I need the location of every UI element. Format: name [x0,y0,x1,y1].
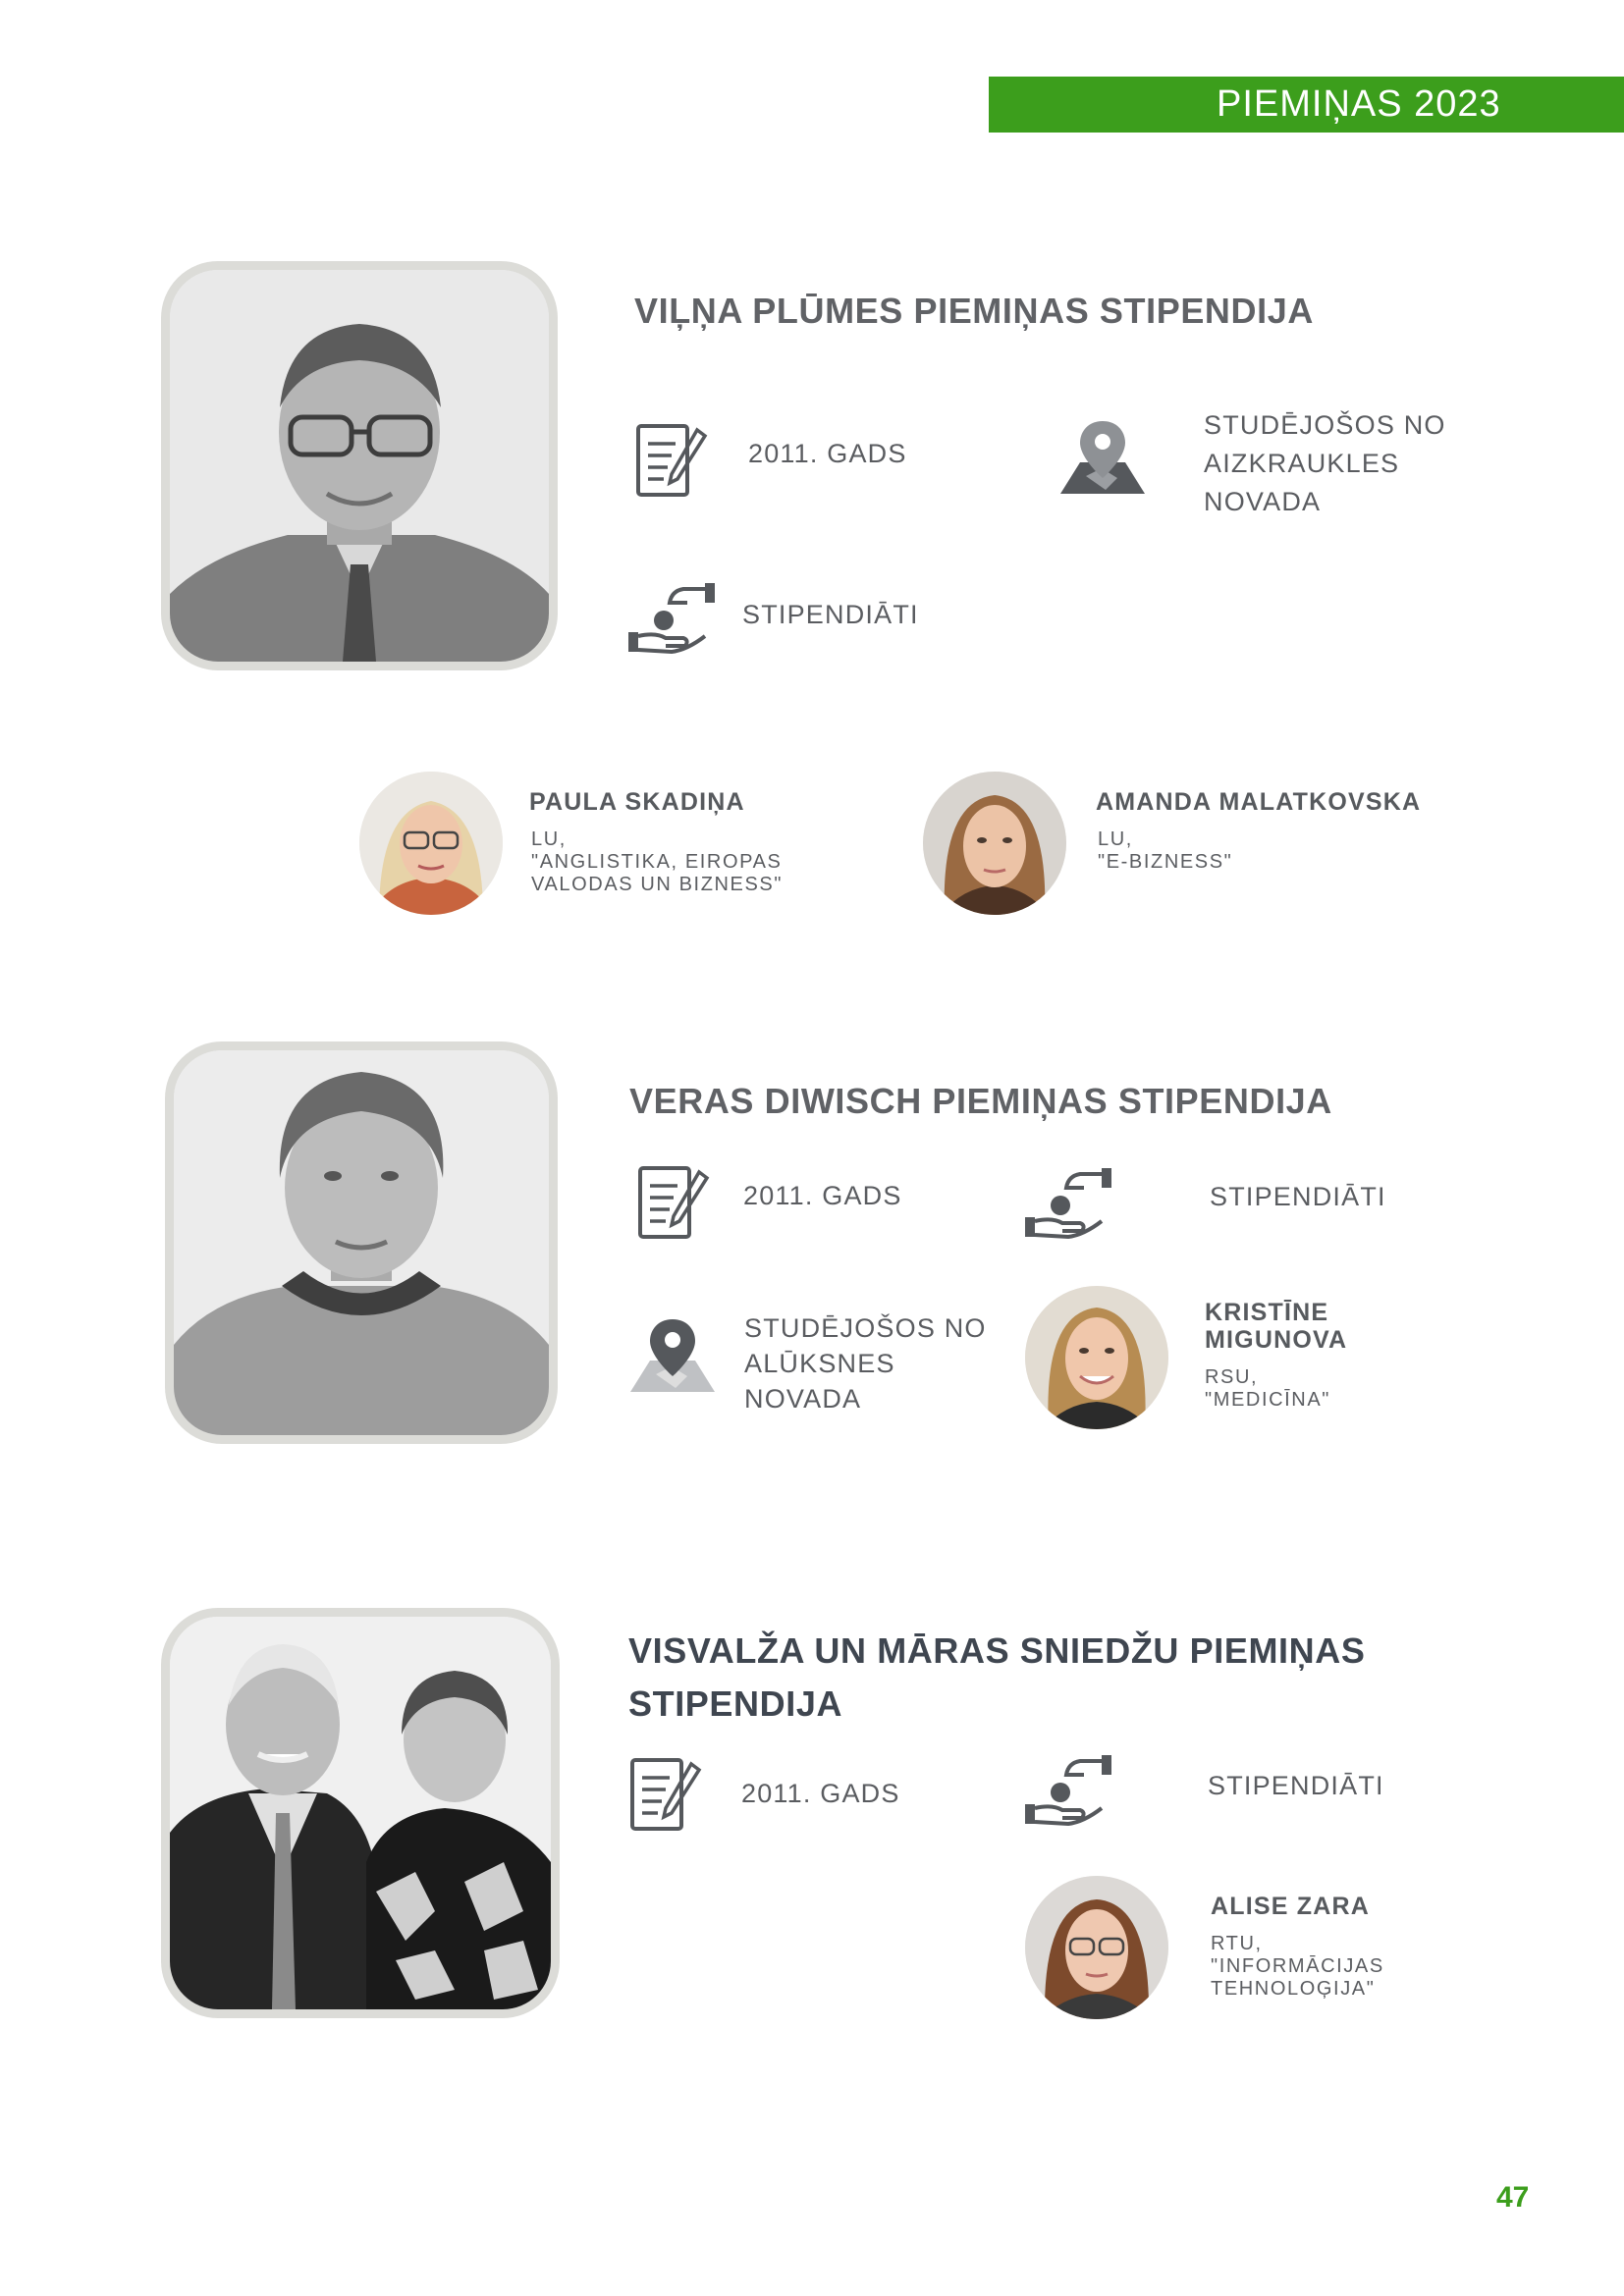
location-line: ALŪKSNES [744,1349,895,1378]
scholarship-title-1: VIĻŅA PLŪMES PIEMIŅAS STIPENDIJA [634,291,1314,331]
established-year-1: 2011. GADS [748,439,907,468]
location-line: AIZKRAUKLES [1204,449,1400,478]
location-line: NOVADA [1204,487,1322,516]
location-line: NOVADA [744,1384,862,1414]
scholarship-title-3 [628,1625,1365,1731]
student-name: PAULA SKADIŅA [529,788,745,816]
student-detail: RSU, "MEDICĪNA" [1205,1366,1330,1411]
hand-coin-icon [1023,1753,1115,1828]
student-photo-kristine [1025,1286,1168,1429]
recipients-label-1: STIPENDIĀTI [742,600,919,629]
student-detail: LU, "ANGLISTIKA, EIROPAS VALODAS UN BIZNESS" [531,828,784,895]
location-line: STUDĒJOŠOS NO [1204,410,1446,440]
document-pen-icon [634,422,709,501]
section-banner: PIEMIŅAS 2023 [989,77,1624,133]
student-name: AMANDA MALATKOVSKA [1096,788,1422,816]
established-year-2: 2011. GADS [743,1181,902,1210]
scholarship-title-line: VISVALŽA UN MĀRAS SNIEDŽU PIEMIŅAS [628,1630,1366,1671]
student-name-line: KRISTĪNE [1205,1299,1329,1326]
memorial-portrait-1 [161,261,558,670]
student-name: ALISE ZARA [1211,1893,1370,1920]
student-name-line: MIGUNOVA [1205,1326,1348,1354]
scholarship-title-2: VERAS DIWISCH PIEMIŅAS STIPENDIJA [629,1081,1332,1121]
location-text-2 [744,1310,987,1416]
location-line: STUDĒJOŠOS NO [744,1313,987,1343]
page-number: 47 [1496,2181,1530,2214]
map-pin-icon [626,1315,719,1398]
location-text-1 [1204,406,1446,521]
document-pen-icon [636,1164,711,1243]
established-year-3: 2011. GADS [741,1779,900,1808]
student-photo-paula [359,772,503,915]
student-photo-amanda [923,772,1066,915]
hand-coin-icon [626,581,719,656]
hand-coin-icon [1023,1166,1115,1241]
memorial-portrait-3 [161,1608,560,2018]
recipients-label-2: STIPENDIĀTI [1210,1182,1386,1211]
scholarship-title-line: STIPENDIJA [628,1683,843,1724]
student-detail: LU, "E-BIZNESS" [1098,828,1233,873]
student-detail: RTU, "INFORMĀCIJAS TEHNOLOĢIJA" [1211,1933,1384,2000]
map-pin-icon [1056,417,1149,500]
document-pen-icon [628,1756,703,1835]
student-name [1205,1299,1347,1354]
memorial-portrait-2 [165,1041,558,1444]
recipients-label-3: STIPENDIĀTI [1208,1771,1384,1800]
student-photo-alise [1025,1876,1168,2019]
